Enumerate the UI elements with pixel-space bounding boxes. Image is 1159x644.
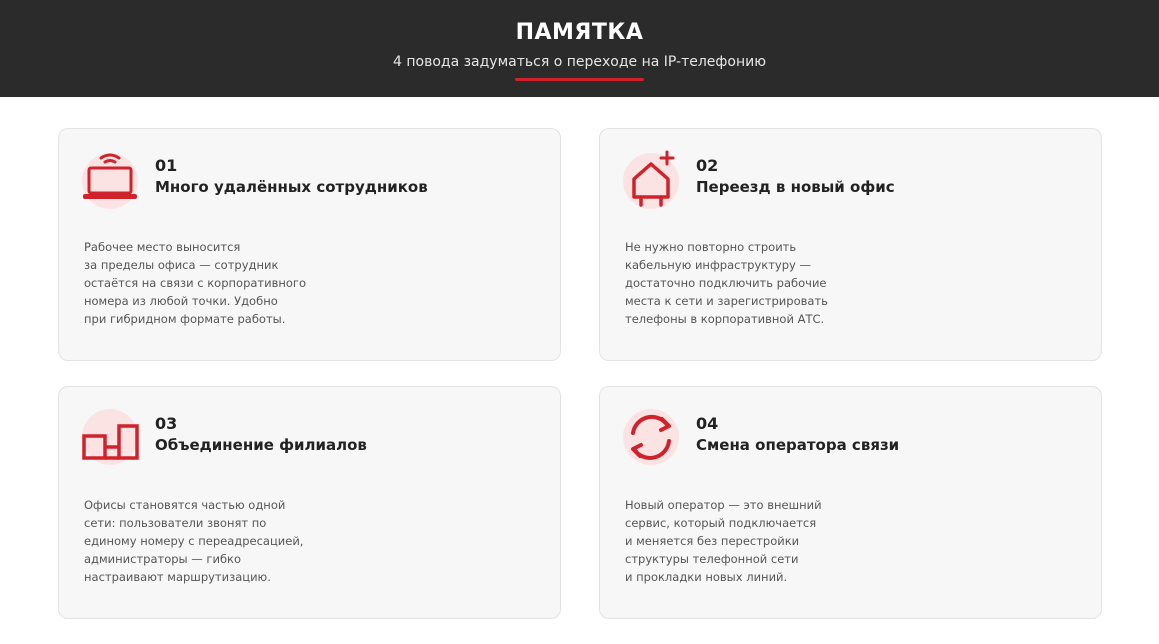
card-text-line: за пределы офиса — сотрудник: [84, 258, 279, 272]
card-number: 01: [155, 156, 178, 175]
refresh-icon: [622, 407, 682, 467]
card-operator-change: [599, 386, 1102, 619]
card-text-line: структуры телефонной сети: [625, 552, 799, 566]
card-text-line: Рабочее место выносится: [84, 240, 241, 254]
card-text-line: достаточно подключить рабочие: [625, 276, 827, 290]
card-text-line: номера из любой точки. Удобно: [84, 294, 278, 308]
card-text-line: Новый оператор — это внешний: [625, 498, 822, 512]
card-text-line: при гибридном формате работы.: [84, 312, 286, 326]
page-title: ПАМЯТКА: [515, 20, 644, 45]
page-subtitle: 4 повода задуматься о переходе на IP-телефонию: [393, 54, 766, 70]
card-number: 03: [155, 414, 178, 433]
card-title: Смена оператора связи: [696, 436, 900, 454]
card-text-line: и прокладки новых линий.: [625, 570, 788, 584]
house-plus-icon: [622, 149, 682, 209]
card-description: [84, 496, 344, 586]
card-branch-merge: [58, 386, 561, 619]
card-title: Много удалённых сотрудников: [155, 178, 428, 196]
card-text-line: телефоны в корпоративной АТС.: [625, 312, 825, 326]
card-description: [84, 238, 344, 328]
card-description: [625, 238, 885, 328]
card-text-line: настраивают маршрутизацию.: [84, 570, 271, 584]
card-office-move: [599, 128, 1102, 361]
card-number: 04: [696, 414, 719, 433]
card-remote-employees: [58, 128, 561, 361]
card-text-line: единому номеру с переадресацией,: [84, 534, 304, 548]
card-text-line: места к сети и зарегистрировать: [625, 294, 828, 308]
card-number: 02: [696, 156, 719, 175]
card-text-line: кабельную инфраструктуру —: [625, 258, 811, 272]
branches-icon: [81, 407, 141, 467]
card-title: Объединение филиалов: [155, 436, 367, 454]
page-header: [0, 0, 1159, 97]
card-text-line: остаётся на связи с корпоративного: [84, 276, 307, 290]
card-text-line: Не нужно повторно строить: [625, 240, 797, 254]
laptop-wifi-icon: [81, 149, 141, 209]
card-text-line: сервис, который подключается: [625, 516, 817, 530]
card-text-line: сети: пользователи звонят по: [84, 516, 267, 530]
card-text-line: администраторы — гибко: [84, 552, 242, 566]
title-underline: [515, 78, 644, 81]
card-description: [625, 496, 885, 586]
card-text-line: Офисы становятся частью одной: [84, 498, 286, 512]
card-text-line: и меняется без перестройки: [625, 534, 800, 548]
card-title: Переезд в новый офис: [696, 178, 895, 196]
